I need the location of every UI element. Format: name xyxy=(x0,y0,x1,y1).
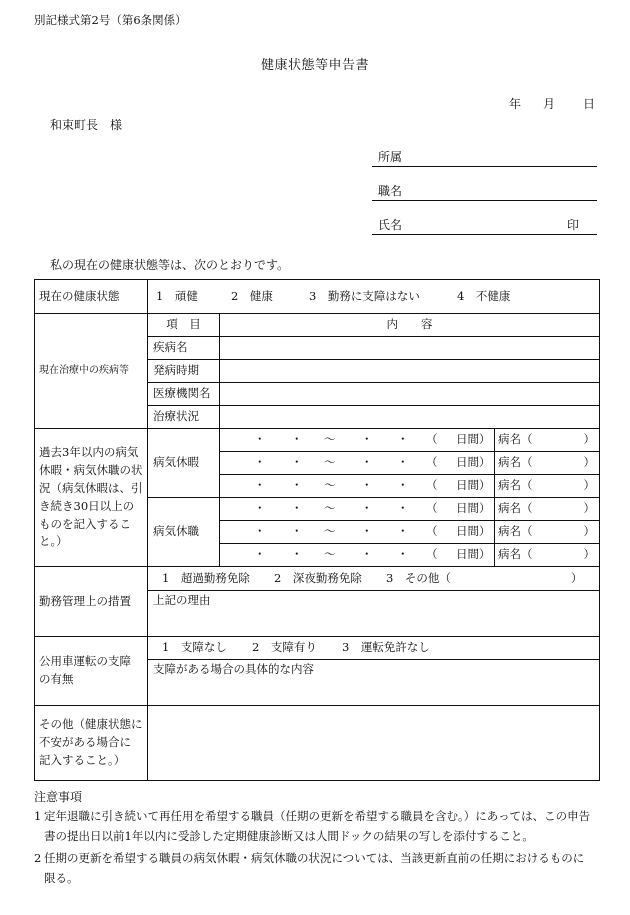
disease-cell xyxy=(495,475,599,497)
seal-mark: 印 xyxy=(566,217,579,232)
leave-label-line: と。） xyxy=(39,534,68,549)
date-separator: ・ xyxy=(291,501,303,516)
leave-label-line: 況（病気休暇は、引 xyxy=(39,481,143,495)
work-option-overtime[interactable]: 1 超過勤務免除 xyxy=(162,571,250,586)
name-label: 氏名 xyxy=(378,217,403,232)
days-open-paren: （ xyxy=(426,524,438,539)
affiliation-field[interactable] xyxy=(372,146,597,167)
sick-leave-label: 病気休暇 xyxy=(148,429,220,498)
suspension-period-row[interactable] xyxy=(220,544,495,567)
days-label: 日間） xyxy=(456,524,491,539)
date-separator: ・ xyxy=(397,455,409,470)
vehicle-label-line: 公用車運転の支障 xyxy=(39,653,131,668)
leave-label-line: 休暇・病気休職の状 xyxy=(39,463,143,478)
date-separator: ・ xyxy=(254,547,266,562)
form-number-label: 別記様式第2号（第6条関係） xyxy=(34,13,187,27)
work-management-options[interactable] xyxy=(148,567,600,591)
intro-text: 私の現在の健康状態等は、次のとおりです。 xyxy=(50,258,290,272)
other-label xyxy=(35,705,148,780)
date-separator: ・ xyxy=(361,501,373,516)
suspension-label: 病気休職 xyxy=(148,498,220,567)
days-label: 日間） xyxy=(456,478,491,493)
period-cell xyxy=(220,452,494,474)
disease-cell xyxy=(495,498,599,520)
days-open-paren: （ xyxy=(426,478,438,493)
date-day-field[interactable]: 日 xyxy=(583,97,596,111)
position-label: 職名 xyxy=(378,183,403,198)
date-separator: ・ xyxy=(291,524,303,539)
leave-label-line: き続き30日以上の xyxy=(39,498,135,513)
date-separator: ・ xyxy=(254,478,266,493)
health-option-no-impediment[interactable]: 3 勤務に支障はない xyxy=(309,288,420,303)
other-label-line: 記入すること。） xyxy=(39,752,126,767)
note-number: 1 xyxy=(34,809,42,823)
date-separator: ・ xyxy=(291,432,303,447)
disease-cell xyxy=(495,429,599,451)
addressee: 和束町長 様 xyxy=(50,118,123,132)
date-separator: ・ xyxy=(397,524,409,539)
leave-disease-row[interactable] xyxy=(495,475,600,498)
work-option-other-close: ） xyxy=(571,571,583,586)
illness-item-institution: 医療機関名 xyxy=(148,383,220,406)
current-illness-label: 現在治療中の疾病等 xyxy=(35,314,148,429)
health-option-unhealthy[interactable]: 4 不健康 xyxy=(457,288,511,303)
note-number: 2 xyxy=(34,851,42,865)
date-separator: ・ xyxy=(361,524,373,539)
leave-period-row[interactable] xyxy=(220,475,495,498)
col-item-header: 項 目 xyxy=(148,314,220,337)
vehicle-option-no-license[interactable]: 3 運転免許なし xyxy=(342,639,430,654)
date-separator: ・ xyxy=(361,478,373,493)
name-field[interactable] xyxy=(372,214,597,235)
date-separator: ・ xyxy=(291,478,303,493)
work-reason-label: 上記の理由 xyxy=(153,593,211,608)
date-separator: ・ xyxy=(254,524,266,539)
leave-period-row[interactable] xyxy=(220,429,495,452)
period-cell xyxy=(220,475,494,497)
other-label-line: その他（健康状態に xyxy=(39,717,143,732)
disease-close-paren: ） xyxy=(583,455,595,470)
days-open-paren: （ xyxy=(426,547,438,562)
note-text: 任期の更新を希望する職員の病気休暇・病気休職の状況については、当該更新直前の任期におけるものに限る。 xyxy=(44,851,585,885)
leave-disease-row[interactable] xyxy=(495,429,600,452)
date-separator: ・ xyxy=(361,455,373,470)
period-cell xyxy=(220,429,494,451)
vehicle-label xyxy=(35,636,148,705)
disease-cell xyxy=(495,521,599,543)
days-open-paren: （ xyxy=(426,432,438,447)
other-field[interactable] xyxy=(148,705,600,780)
date-separator: ・ xyxy=(254,501,266,516)
date-separator: ・ xyxy=(254,455,266,470)
illness-treatment-input[interactable] xyxy=(220,406,600,429)
position-field[interactable] xyxy=(372,180,597,201)
days-label: 日間） xyxy=(456,432,491,447)
date-separator: ・ xyxy=(254,432,266,447)
work-management-label: 勤務管理上の措置 xyxy=(35,567,148,636)
work-option-night[interactable]: 2 深夜勤務免除 xyxy=(274,571,362,586)
range-tilde: ～ xyxy=(324,432,336,447)
leave-period-row[interactable] xyxy=(220,452,495,475)
days-label: 日間） xyxy=(456,455,491,470)
date-separator: ・ xyxy=(361,547,373,562)
disease-cell xyxy=(495,544,599,566)
disease-name-label: 病名（ xyxy=(498,478,533,493)
disease-close-paren: ） xyxy=(583,501,595,516)
date-separator: ・ xyxy=(291,455,303,470)
leave-disease-row[interactable] xyxy=(495,452,600,475)
health-option-healthy[interactable]: 2 健康 xyxy=(231,288,273,303)
period-cell xyxy=(220,544,494,566)
vehicle-options[interactable] xyxy=(148,636,600,659)
leave-label-line: 過去3年以内の病気 xyxy=(39,445,139,460)
health-option-robust[interactable]: 1 頑健 xyxy=(156,288,198,303)
period-cell xyxy=(220,521,494,543)
health-status-label: 現在の健康状態 xyxy=(35,280,148,314)
period-cell xyxy=(220,498,494,520)
notes-heading: 注意事項 xyxy=(34,790,83,804)
note-item xyxy=(34,848,594,888)
date-year-field[interactable]: 年 xyxy=(509,97,522,111)
vehicle-option-yes[interactable]: 2 支障有り xyxy=(252,639,317,654)
date-separator: ・ xyxy=(397,432,409,447)
vehicle-details-field[interactable] xyxy=(148,659,600,705)
leave-label-line: ものを記入するこ xyxy=(39,516,131,531)
date-separator: ・ xyxy=(397,501,409,516)
disease-close-paren: ） xyxy=(583,524,595,539)
leave-history-label xyxy=(35,429,148,567)
date-month-field[interactable]: 月 xyxy=(543,97,556,111)
range-tilde: ～ xyxy=(324,501,336,516)
disease-name-label: 病名（ xyxy=(498,524,533,539)
disease-cell xyxy=(495,452,599,474)
illness-item-disease-name: 疾病名 xyxy=(148,337,220,360)
note-item xyxy=(34,806,594,846)
disease-name-label: 病名（ xyxy=(498,455,533,470)
date-separator: ・ xyxy=(397,547,409,562)
range-tilde: ～ xyxy=(324,524,336,539)
vehicle-option-none[interactable]: 1 支障なし xyxy=(162,639,227,654)
range-tilde: ～ xyxy=(324,547,336,562)
document-title: 健康状態等申告書 xyxy=(260,58,369,73)
illness-item-treatment: 治療状況 xyxy=(148,406,220,429)
health-status-options[interactable] xyxy=(148,280,600,314)
date-separator: ・ xyxy=(361,432,373,447)
disease-close-paren: ） xyxy=(583,478,595,493)
note-text: 定年退職に引き続いて再任用を希望する職員（任期の更新を希望する職員を含む。）にあっては、この申告書の提出日以前1年以内に受診した定期健康診断又は人間ドックの結果の写しを添付すること。 xyxy=(44,809,591,843)
illness-item-onset: 発病時期 xyxy=(148,360,220,383)
health-declaration-table xyxy=(34,279,600,781)
illness-onset-input[interactable] xyxy=(220,360,600,383)
suspension-disease-row[interactable] xyxy=(495,521,600,544)
days-open-paren: （ xyxy=(426,501,438,516)
illness-disease-name-input[interactable] xyxy=(220,337,600,360)
suspension-disease-row[interactable] xyxy=(495,498,600,521)
vehicle-details-label: 支障がある場合の具体的な内容 xyxy=(153,661,314,676)
illness-institution-input[interactable] xyxy=(220,383,600,406)
date-separator: ・ xyxy=(397,478,409,493)
days-label: 日間） xyxy=(456,501,491,516)
disease-close-paren: ） xyxy=(583,432,595,447)
affiliation-label: 所属 xyxy=(378,149,403,164)
col-content-header: 内 容 xyxy=(220,314,600,337)
disease-name-label: 病名（ xyxy=(498,501,533,516)
days-label: 日間） xyxy=(456,547,491,562)
suspension-disease-row[interactable] xyxy=(495,544,600,567)
work-reason-field[interactable] xyxy=(148,591,600,636)
disease-name-label: 病名（ xyxy=(498,547,533,562)
days-open-paren: （ xyxy=(426,455,438,470)
suspension-period-row[interactable] xyxy=(220,498,495,521)
range-tilde: ～ xyxy=(324,478,336,493)
vehicle-label-line: の有無 xyxy=(39,671,74,686)
work-option-other[interactable]: 3 その他（ xyxy=(386,571,451,586)
disease-close-paren: ） xyxy=(583,547,595,562)
disease-name-label: 病名（ xyxy=(498,432,533,447)
suspension-period-row[interactable] xyxy=(220,521,495,544)
other-label-line: 不安がある場合に xyxy=(39,734,131,749)
range-tilde: ～ xyxy=(324,455,336,470)
date-separator: ・ xyxy=(291,547,303,562)
